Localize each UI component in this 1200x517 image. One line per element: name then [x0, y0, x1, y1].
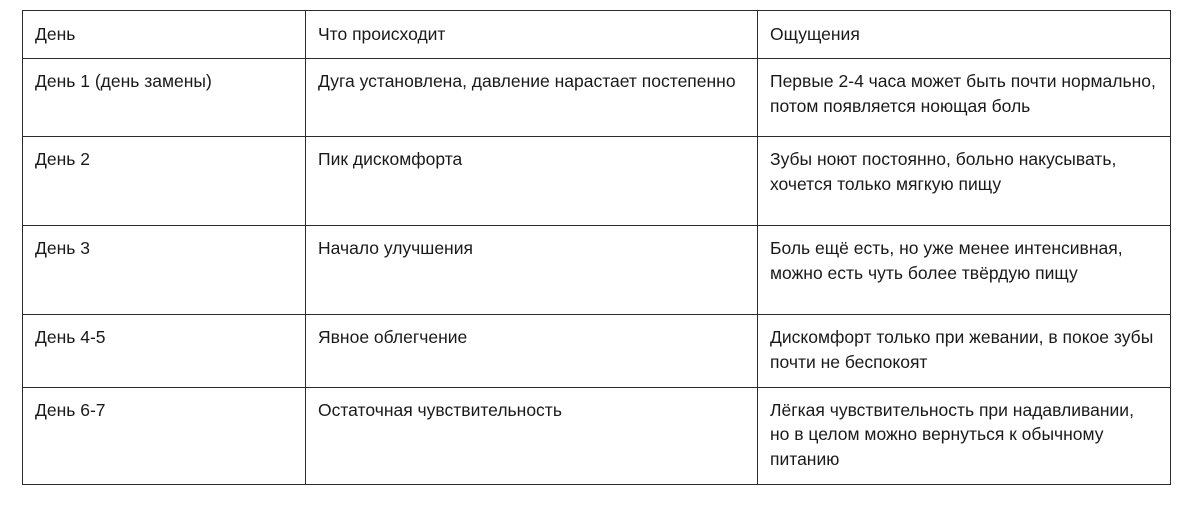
table-row [23, 225, 1171, 314]
cell-day-text: День 2 [35, 148, 90, 169]
table-row [23, 136, 1171, 225]
table-row [23, 58, 1171, 136]
cell-day [23, 136, 306, 225]
document-page [0, 10, 1200, 517]
adaptation-schedule-table [22, 10, 1171, 485]
column-header-day-label: День [35, 24, 76, 44]
cell-feel-text: Зубы ноют постоянно, больно накусывать, хочется только мягкую пищу [770, 148, 1117, 194]
cell-feel-text: Боль ещё есть, но уже менее интенсивная, можно есть чуть более твёрдую пищу [770, 237, 1123, 283]
column-header-day [23, 11, 306, 59]
cell-day [23, 58, 306, 136]
cell-day-text: День 6-7 [35, 399, 106, 420]
column-header-what-label: Что происходит [318, 24, 446, 44]
cell-feel [758, 314, 1171, 387]
cell-feel-text: Лёгкая чувствительность при надавливании, но в целом можно вернуться к обычному питанию [770, 399, 1134, 470]
cell-what [306, 314, 758, 387]
cell-feel [758, 58, 1171, 136]
cell-what-text: Явное облегчение [318, 326, 468, 347]
cell-day [23, 225, 306, 314]
cell-feel [758, 387, 1171, 485]
cell-day [23, 387, 306, 485]
cell-feel [758, 136, 1171, 225]
cell-what-text: Пик дискомфорта [318, 148, 463, 169]
cell-what-text: Дуга установлена, давление нарастает постепенно [318, 70, 736, 91]
table-row [23, 387, 1171, 485]
column-header-feel [758, 11, 1171, 59]
cell-feel [758, 225, 1171, 314]
cell-what [306, 136, 758, 225]
cell-feel-text: Дискомфорт только при жевании, в покое зубы почти не беспокоят [770, 326, 1154, 372]
table-row [23, 314, 1171, 387]
cell-what [306, 225, 758, 314]
column-header-feel-label: Ощущения [770, 24, 860, 44]
cell-day-text: День 4-5 [35, 326, 106, 347]
cell-day [23, 314, 306, 387]
cell-feel-text: Первые 2-4 часа может быть почти нормально, потом появляется ноющая боль [770, 70, 1156, 116]
table-header-row [23, 11, 1171, 59]
cell-what-text: Остаточная чувствительность [318, 399, 562, 420]
cell-what-text: Начало улучшения [318, 237, 473, 258]
cell-day-text: День 1 (день замены) [35, 70, 212, 91]
cell-what [306, 387, 758, 485]
cell-day-text: День 3 [35, 237, 90, 258]
column-header-what [306, 11, 758, 59]
cell-what [306, 58, 758, 136]
